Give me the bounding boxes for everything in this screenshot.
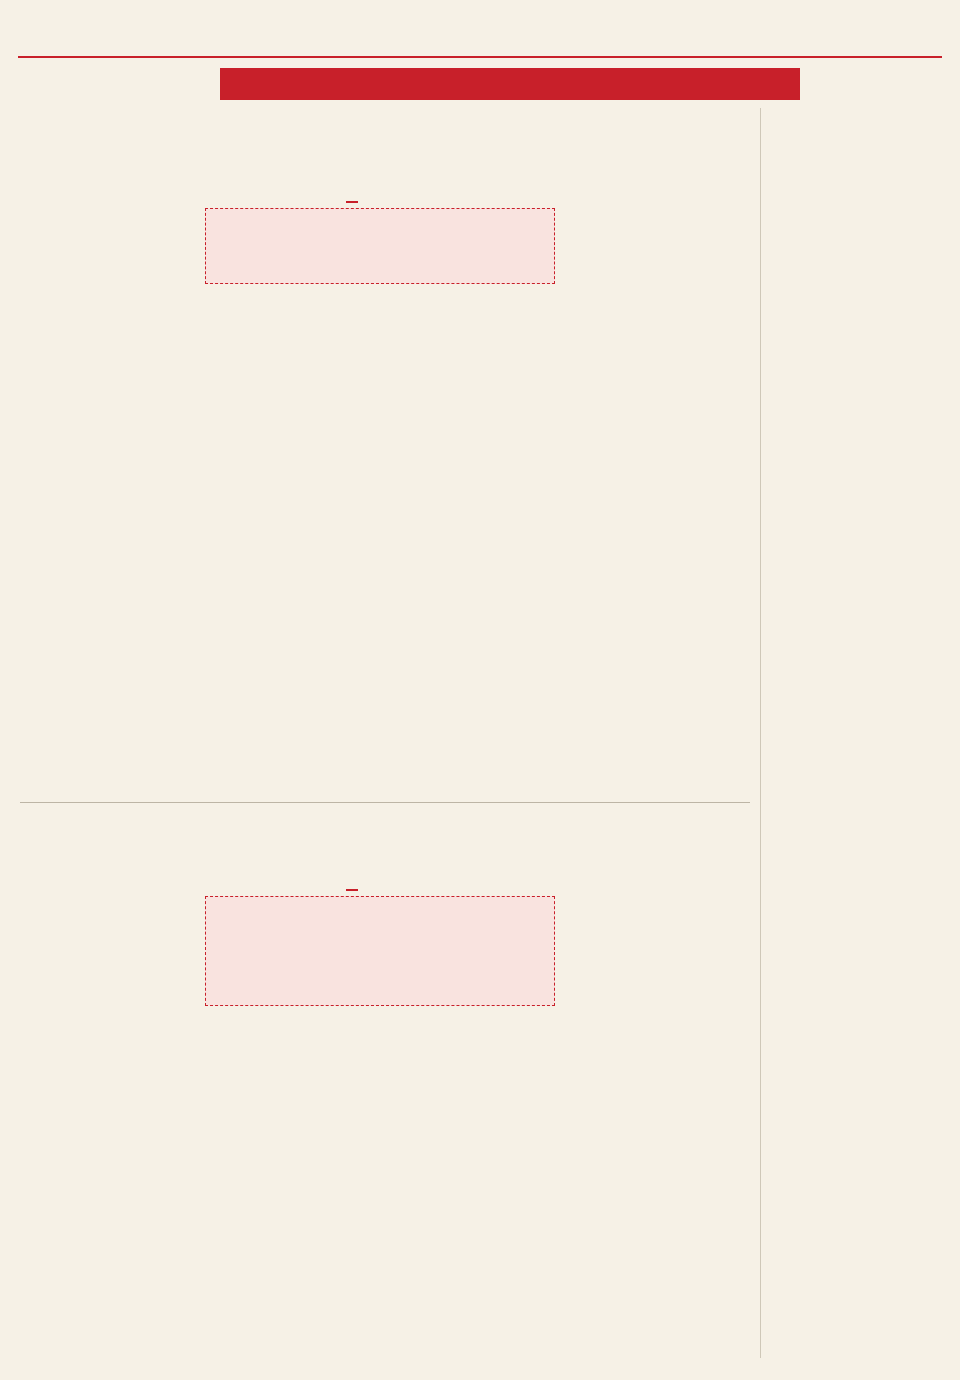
masthead [18,8,942,58]
keypoint-label [346,201,358,203]
article1-column-3 [382,292,558,794]
article2-column-4 [565,884,745,1359]
article1-keypoints [205,208,555,284]
article2-keypoints [205,896,555,1006]
article1-column-4 [565,194,745,794]
side-article-column-top [768,110,874,630]
keypoint-label [346,889,358,891]
article2-column-3 [382,1016,558,1359]
side-divider [760,108,761,1358]
article1-column-1 [24,194,194,794]
side-article-column-bottom [768,630,948,1360]
article1-column-2 [200,292,375,794]
article2-column-1 [24,884,194,1359]
divider [20,802,750,803]
topic-banner [220,68,800,100]
article2-column-2 [200,1016,375,1359]
